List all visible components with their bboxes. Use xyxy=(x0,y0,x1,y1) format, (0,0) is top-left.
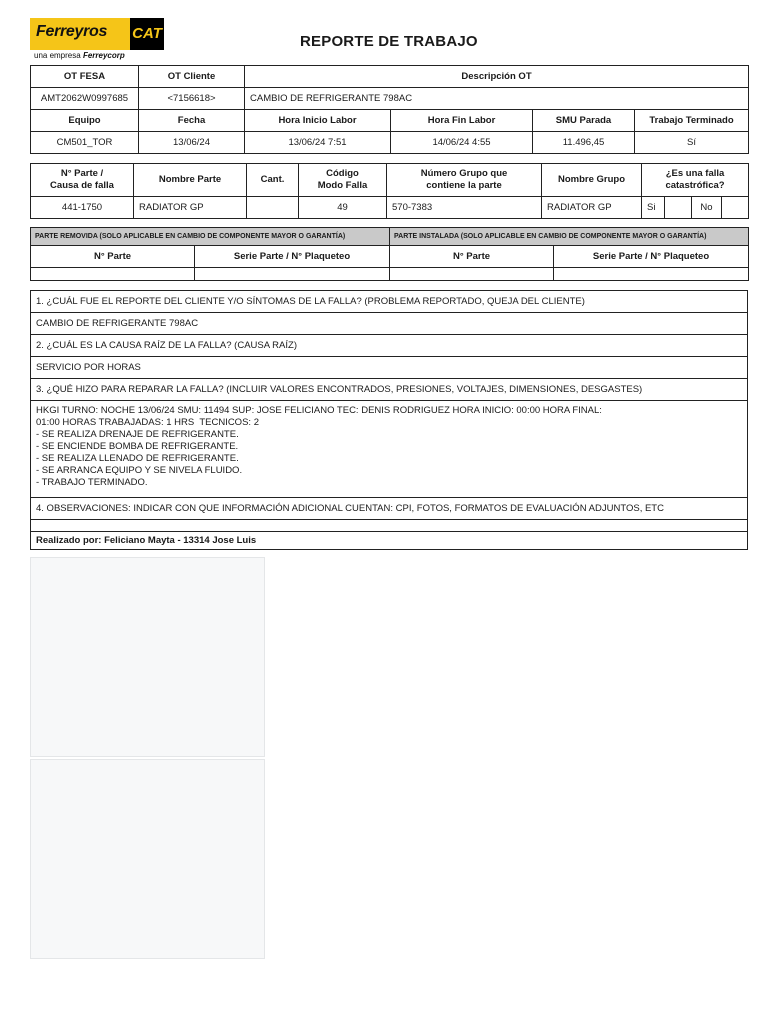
nombre-grupo-value: RADIATOR GP xyxy=(542,197,642,219)
ot-fesa-header: OT FESA xyxy=(31,66,139,88)
realizado-por: Realizado por: Feliciano Mayta - 13314 Jose Luis xyxy=(31,532,748,550)
question-4: 4. OBSERVACIONES: INDICAR CON QUE INFORMACIÓN ADICIONAL CUENTAN: CPI, FOTOS, FORMATOS DE EVALUACIÓN ADJUNTOS, ETC xyxy=(31,498,748,520)
components-table xyxy=(30,227,749,281)
cant-header: Cant. xyxy=(247,164,299,197)
page-title: REPORTE DE TRABAJO xyxy=(300,33,478,50)
removida-serie-value[interactable] xyxy=(195,268,390,281)
question-2: 2. ¿CUÁL ES LA CAUSA RAÍZ DE LA FALLA? (CAUSA RAÍZ) xyxy=(31,335,748,357)
questions-table xyxy=(30,290,748,550)
hora-inicio-header: Hora Inicio Labor xyxy=(245,110,391,132)
equipo-header: Equipo xyxy=(31,110,139,132)
codigo-header xyxy=(299,164,387,197)
parte-instalada-title: PARTE INSTALADA (SOLO APLICABLE EN CAMBIO DE COMPONENTE MAYOR O GARANTÍA) xyxy=(390,228,749,246)
numero-grupo-value: 570-7383 xyxy=(387,197,542,219)
logo-sub-brand: Ferreycorp xyxy=(82,51,125,60)
nombre-parte-value: RADIATOR GP xyxy=(134,197,247,219)
work-order-table xyxy=(30,65,749,154)
question-3: 3. ¿QUÉ HIZO PARA REPARAR LA FALLA? (INCLUIR VALORES ENCONTRADOS, PRESIONES, VOLTAJES, DIMENSIONES, DESGASTES) xyxy=(31,379,748,401)
hora-fin-value: 14/06/24 4:55 xyxy=(391,132,533,154)
cant-value xyxy=(247,197,299,219)
ot-cliente-value: <7156618> xyxy=(139,88,245,110)
numero-grupo-header xyxy=(387,164,542,197)
descripcion-value: CAMBIO DE REFRIGERANTE 798AC xyxy=(245,88,749,110)
fecha-value: 13/06/24 xyxy=(139,132,245,154)
answer-4 xyxy=(31,520,748,532)
ot-cliente-header: OT Cliente xyxy=(139,66,245,88)
logo-band xyxy=(30,18,164,50)
codigo-value: 49 xyxy=(299,197,387,219)
no-checkbox[interactable] xyxy=(722,197,749,219)
codigo-header-text: Código Modo Falla xyxy=(317,168,368,191)
removida-nro-parte-value[interactable] xyxy=(31,268,195,281)
falla-catastrofica-header xyxy=(642,164,749,197)
falla-catastrofica-header-text: ¿Es una falla catastrófica? xyxy=(665,168,725,191)
answer-2: SERVICIO POR HORAS xyxy=(31,357,748,379)
parts-table xyxy=(30,163,749,219)
question-1: 1. ¿CUÁL FUE EL REPORTE DEL CLIENTE Y/O SÍNTOMAS DE LA FALLA? (PROBLEMA REPORTADO, QUEJA DEL CLIENTE) xyxy=(31,291,748,313)
smu-value: 11.496,45 xyxy=(533,132,635,154)
trabajo-terminado-value: Sí xyxy=(635,132,749,154)
instalada-nro-parte-value[interactable] xyxy=(390,268,554,281)
descripcion-header: Descripción OT xyxy=(245,66,749,88)
hora-fin-header: Hora Fin Labor xyxy=(391,110,533,132)
logo-tagline xyxy=(34,51,125,60)
instalada-nro-parte-header: N° Parte xyxy=(390,246,554,268)
removida-nro-parte-header: N° Parte xyxy=(31,246,195,268)
logo-brand-text: Ferreyros xyxy=(36,23,108,40)
smu-header: SMU Parada xyxy=(533,110,635,132)
instalada-serie-header: Serie Parte / N° Plaqueteo xyxy=(554,246,749,268)
answer-1: CAMBIO DE REFRIGERANTE 798AC xyxy=(31,313,748,335)
no-label: No xyxy=(692,197,722,219)
nro-parte-value: 441-1750 xyxy=(31,197,134,219)
nombre-parte-header: Nombre Parte xyxy=(134,164,247,197)
numero-grupo-header-text: Número Grupo que contiene la parte xyxy=(420,168,508,191)
photo-placeholder-1 xyxy=(30,557,265,757)
trabajo-terminado-header: Trabajo Terminado xyxy=(635,110,749,132)
instalada-serie-value[interactable] xyxy=(554,268,749,281)
cat-logo: CAT xyxy=(130,18,164,50)
ot-fesa-value: AMT2062W0997685 xyxy=(31,88,139,110)
hora-inicio-value: 13/06/24 7:51 xyxy=(245,132,391,154)
parte-removida-title: PARTE REMOVIDA (SOLO APLICABLE EN CAMBIO DE COMPONENTE MAYOR O GARANTÍA) xyxy=(31,228,390,246)
photo-placeholder-2 xyxy=(30,759,265,959)
nro-parte-header xyxy=(31,164,134,197)
equipo-value: CM501_TOR xyxy=(31,132,139,154)
si-checkbox[interactable] xyxy=(665,197,692,219)
answer-3: HKGI TURNO: NOCHE 13/06/24 SMU: 11494 SUP: JOSE FELICIANO TEC: DENIS RODRIGUEZ HORA INICIO: 00:00 HORA FINAL: 01:00 HORAS TRABAJADAS: 1 HRS TECNICOS: 2 - SE REALIZA DRENAJE DE REFRIGERANTE. - SE ENCIENDE BOMBA DE REFRIGERANTE. - SE REALIZA LLENADO DE REFRIGERANTE. - SE ARRANCA EQUIPO Y SE NIVELA FLUIDO. - TRABAJO TERMINADO. xyxy=(31,401,748,498)
logo-sub-prefix: una empresa xyxy=(34,51,81,60)
nombre-grupo-header: Nombre Grupo xyxy=(542,164,642,197)
si-label: Si xyxy=(642,197,665,219)
fecha-header: Fecha xyxy=(139,110,245,132)
nro-parte-header-text: N° Parte / Causa de falla xyxy=(50,168,114,191)
removida-serie-header: Serie Parte / N° Plaqueteo xyxy=(195,246,390,268)
ferreyros-cat-logo xyxy=(30,18,164,60)
